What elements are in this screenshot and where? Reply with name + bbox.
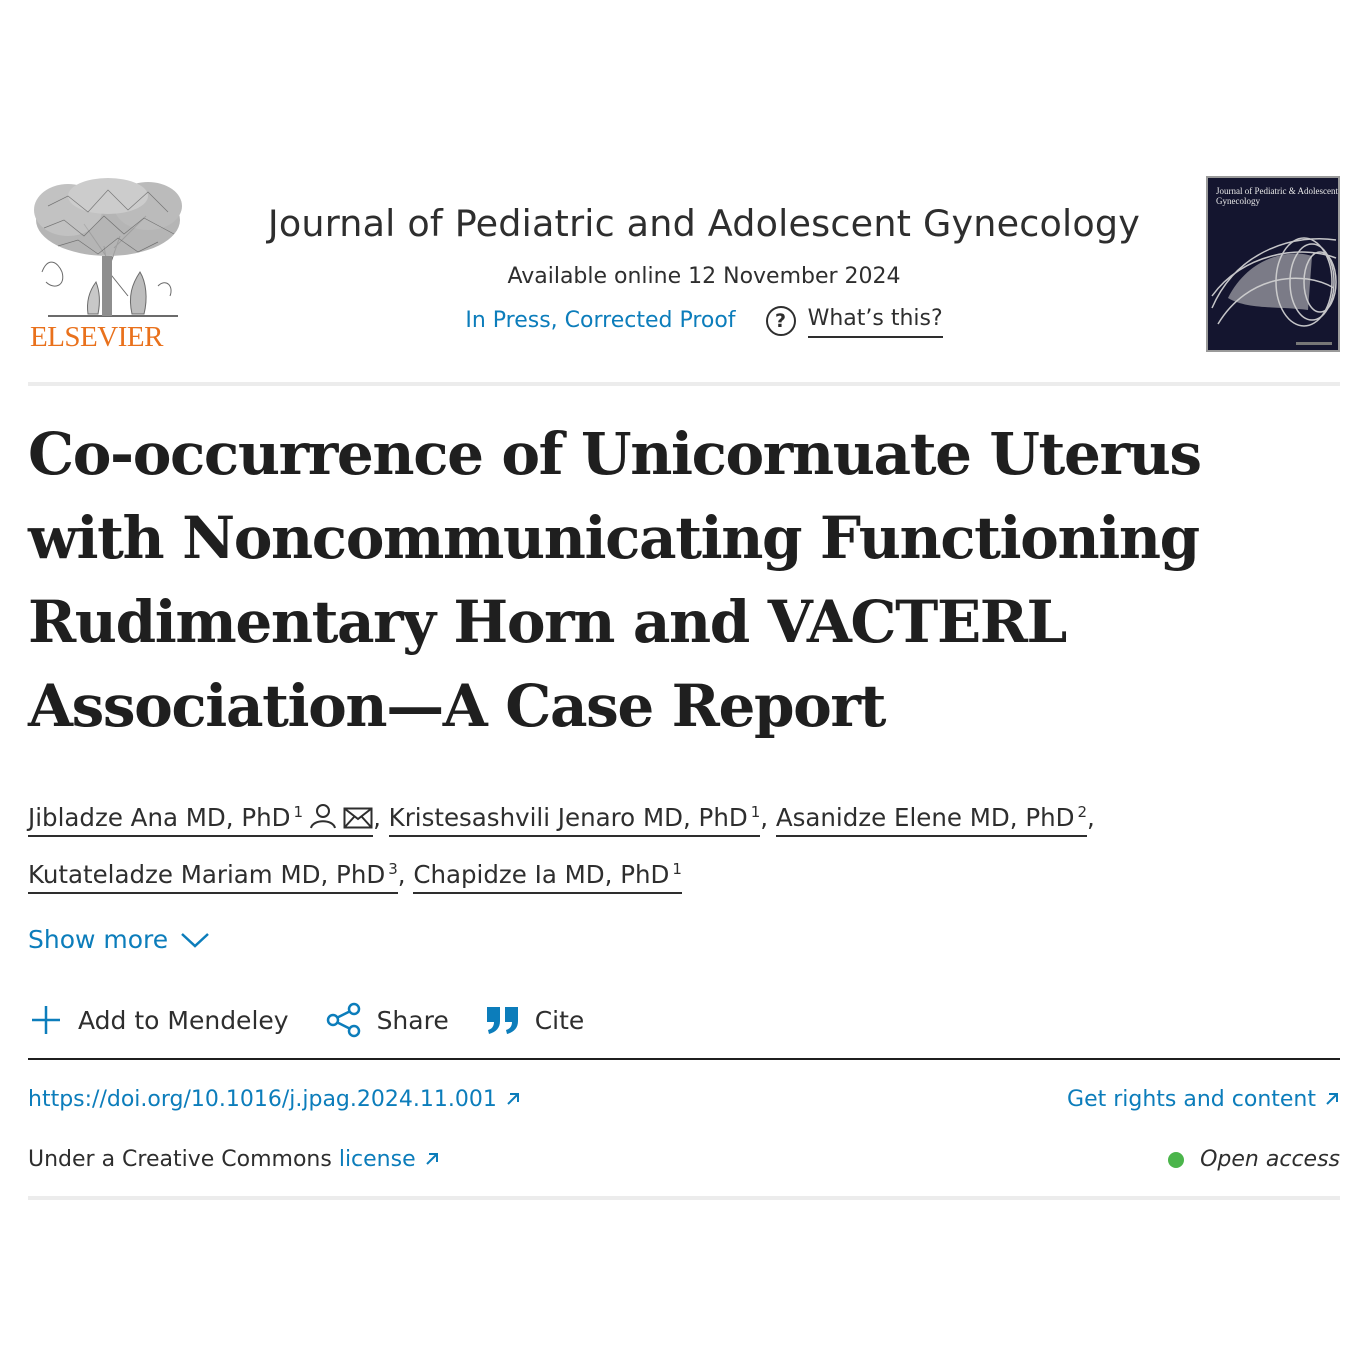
chevron-down-icon bbox=[180, 930, 210, 950]
license-row bbox=[28, 1142, 1340, 1178]
cover-artwork bbox=[1208, 178, 1340, 352]
elsevier-logo[interactable] bbox=[28, 176, 188, 354]
license-text bbox=[28, 1142, 440, 1178]
author-link[interactable] bbox=[776, 803, 1087, 837]
bottom-divider bbox=[28, 1196, 1340, 1200]
cite-button[interactable] bbox=[485, 1004, 585, 1036]
journal-info bbox=[204, 196, 1204, 338]
author-separator: , bbox=[397, 860, 414, 889]
author-name: Kristesashvili Jenaro MD, PhD bbox=[388, 803, 748, 832]
article-title: Co-occurrence of Unicornuate Uterus with Noncommunicating Functioning Rudimentary Horn and VACTERL Association—A Case Report bbox=[28, 420, 1201, 740]
share-button[interactable] bbox=[325, 1001, 449, 1039]
external-link-icon bbox=[424, 1151, 440, 1167]
whats-this-button[interactable] bbox=[766, 303, 943, 338]
affiliation-sup: 1 bbox=[293, 803, 304, 821]
open-access-dot-icon bbox=[1168, 1152, 1184, 1168]
external-link-icon bbox=[505, 1091, 521, 1107]
doi-link[interactable] bbox=[28, 1082, 521, 1118]
author-link[interactable] bbox=[28, 860, 398, 894]
author-separator: , bbox=[1087, 803, 1095, 832]
online-date: Available online 12 November 2024 bbox=[507, 264, 901, 289]
question-icon: ? bbox=[766, 306, 796, 336]
affiliation-sup: 3 bbox=[388, 860, 398, 878]
open-access-badge bbox=[1168, 1142, 1340, 1178]
status-row bbox=[204, 303, 1204, 338]
author-name: Chapidze Ia MD, PhD bbox=[413, 860, 670, 889]
author-link[interactable] bbox=[28, 803, 373, 837]
doi-row bbox=[28, 1082, 1340, 1118]
toolbar-divider bbox=[28, 1058, 1340, 1060]
open-access-label: Open access bbox=[1200, 1147, 1340, 1172]
show-more-button[interactable] bbox=[28, 920, 210, 960]
header-divider bbox=[28, 382, 1340, 386]
author-list bbox=[28, 788, 1340, 899]
affiliation-sup: 1 bbox=[672, 860, 682, 878]
add-to-mendeley-button[interactable] bbox=[28, 1002, 289, 1038]
journal-cover-image[interactable] bbox=[1206, 176, 1340, 352]
journal-header bbox=[28, 176, 1340, 354]
author-link[interactable] bbox=[413, 860, 682, 894]
rights-link[interactable] bbox=[1067, 1082, 1340, 1118]
affiliation-sup: 2 bbox=[1077, 803, 1088, 821]
whats-this-label: What’s this? bbox=[808, 303, 943, 338]
license-link[interactable] bbox=[339, 1147, 440, 1172]
author-separator: , bbox=[760, 803, 776, 832]
article-page bbox=[28, 0, 1340, 1372]
author-name: Asanidze Elene MD, PhD bbox=[775, 803, 1075, 832]
doi-link-text: https://doi.org/10.1016/j.jpag.2024.11.001 bbox=[28, 1087, 497, 1112]
author-name: Jibladze Ana MD, PhD bbox=[28, 803, 291, 832]
license-link-text: license bbox=[338, 1147, 416, 1172]
elsevier-wordmark: ELSEVIER bbox=[30, 321, 163, 353]
license-prefix: Under a Creative Commons bbox=[28, 1147, 339, 1172]
external-link-icon bbox=[1324, 1091, 1340, 1107]
author-link[interactable] bbox=[389, 803, 761, 837]
rights-link-text: Get rights and content bbox=[1067, 1087, 1316, 1112]
elsevier-tree-icon bbox=[28, 176, 188, 322]
quote-icon bbox=[485, 1004, 521, 1036]
plus-icon bbox=[28, 1002, 64, 1038]
journal-title[interactable] bbox=[204, 196, 1204, 251]
show-more-label: Show more bbox=[28, 925, 169, 954]
author-name: Kutateladze Mariam MD, PhD bbox=[28, 860, 386, 889]
article-toolbar bbox=[28, 998, 620, 1042]
share-label: Share bbox=[376, 1005, 449, 1035]
share-icon bbox=[325, 1001, 363, 1039]
person-icon bbox=[309, 797, 337, 845]
cite-label: Cite bbox=[534, 1005, 585, 1035]
mendeley-label: Add to Mendeley bbox=[78, 1005, 289, 1035]
in-press-link[interactable]: In Press, Corrected Proof bbox=[465, 307, 736, 333]
envelope-icon bbox=[343, 797, 373, 845]
affiliation-sup: 1 bbox=[750, 803, 761, 821]
journal-title-text[interactable]: Journal of Pediatric and Adolescent Gynecology bbox=[267, 202, 1141, 245]
cover-title: Journal of Pediatric & Adolescent Gynecology bbox=[1216, 186, 1338, 206]
author-separator: , bbox=[373, 803, 389, 832]
